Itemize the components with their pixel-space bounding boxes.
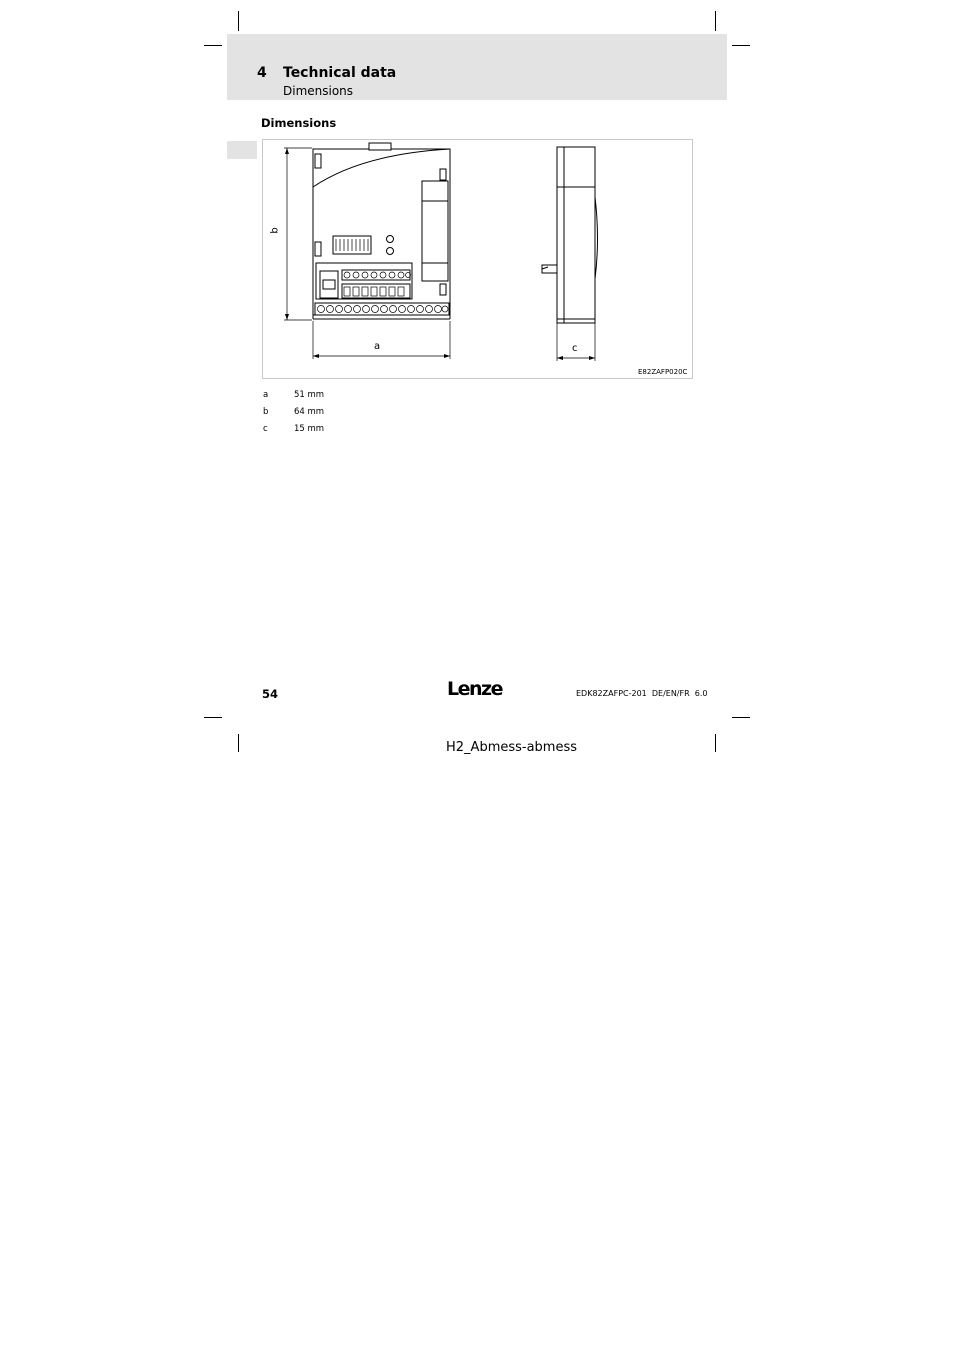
dimension-label-a: a — [374, 341, 381, 352]
footer-tag: H2_Abmess-abmess — [446, 740, 578, 755]
crop-mark-bottom-left-v — [238, 734, 239, 752]
crop-mark-top-right-v — [715, 11, 716, 31]
figure-id: E82ZAFP020C — [638, 368, 688, 376]
dimension-value: 64 mm — [294, 407, 325, 417]
crop-mark-top-left-h — [204, 45, 222, 46]
lenze-logo: Lenze — [447, 678, 502, 700]
dimension-drawing — [262, 139, 693, 379]
dimension-label-b: b — [269, 227, 281, 234]
dimension-key: c — [263, 424, 268, 434]
side-tab-marker — [227, 141, 257, 159]
crop-mark-bottom-right-v — [715, 734, 716, 752]
dimension-key: b — [263, 407, 269, 417]
dimension-value: 15 mm — [294, 424, 325, 434]
chapter-number: 4 — [257, 65, 267, 81]
crop-mark-bottom-left-h — [204, 717, 222, 718]
crop-mark-top-left-v — [238, 11, 239, 31]
document-reference: EDK82ZAFPC-201 DE/EN/FR 6.0 — [576, 689, 708, 698]
crop-mark-top-right-h — [732, 45, 750, 46]
chapter-title: Technical data — [283, 65, 397, 81]
dimension-label-c: c — [572, 343, 578, 354]
page-number: 54 — [262, 687, 279, 701]
section-heading: Dimensions — [261, 116, 337, 130]
crop-mark-bottom-right-h — [732, 717, 750, 718]
dimension-key: a — [263, 390, 269, 400]
dimension-value: 51 mm — [294, 390, 325, 400]
dimension-row-b — [263, 407, 325, 417]
dimension-row-a — [263, 390, 325, 400]
dimension-row-c — [263, 424, 325, 434]
chapter-subtitle: Dimensions — [283, 84, 354, 98]
